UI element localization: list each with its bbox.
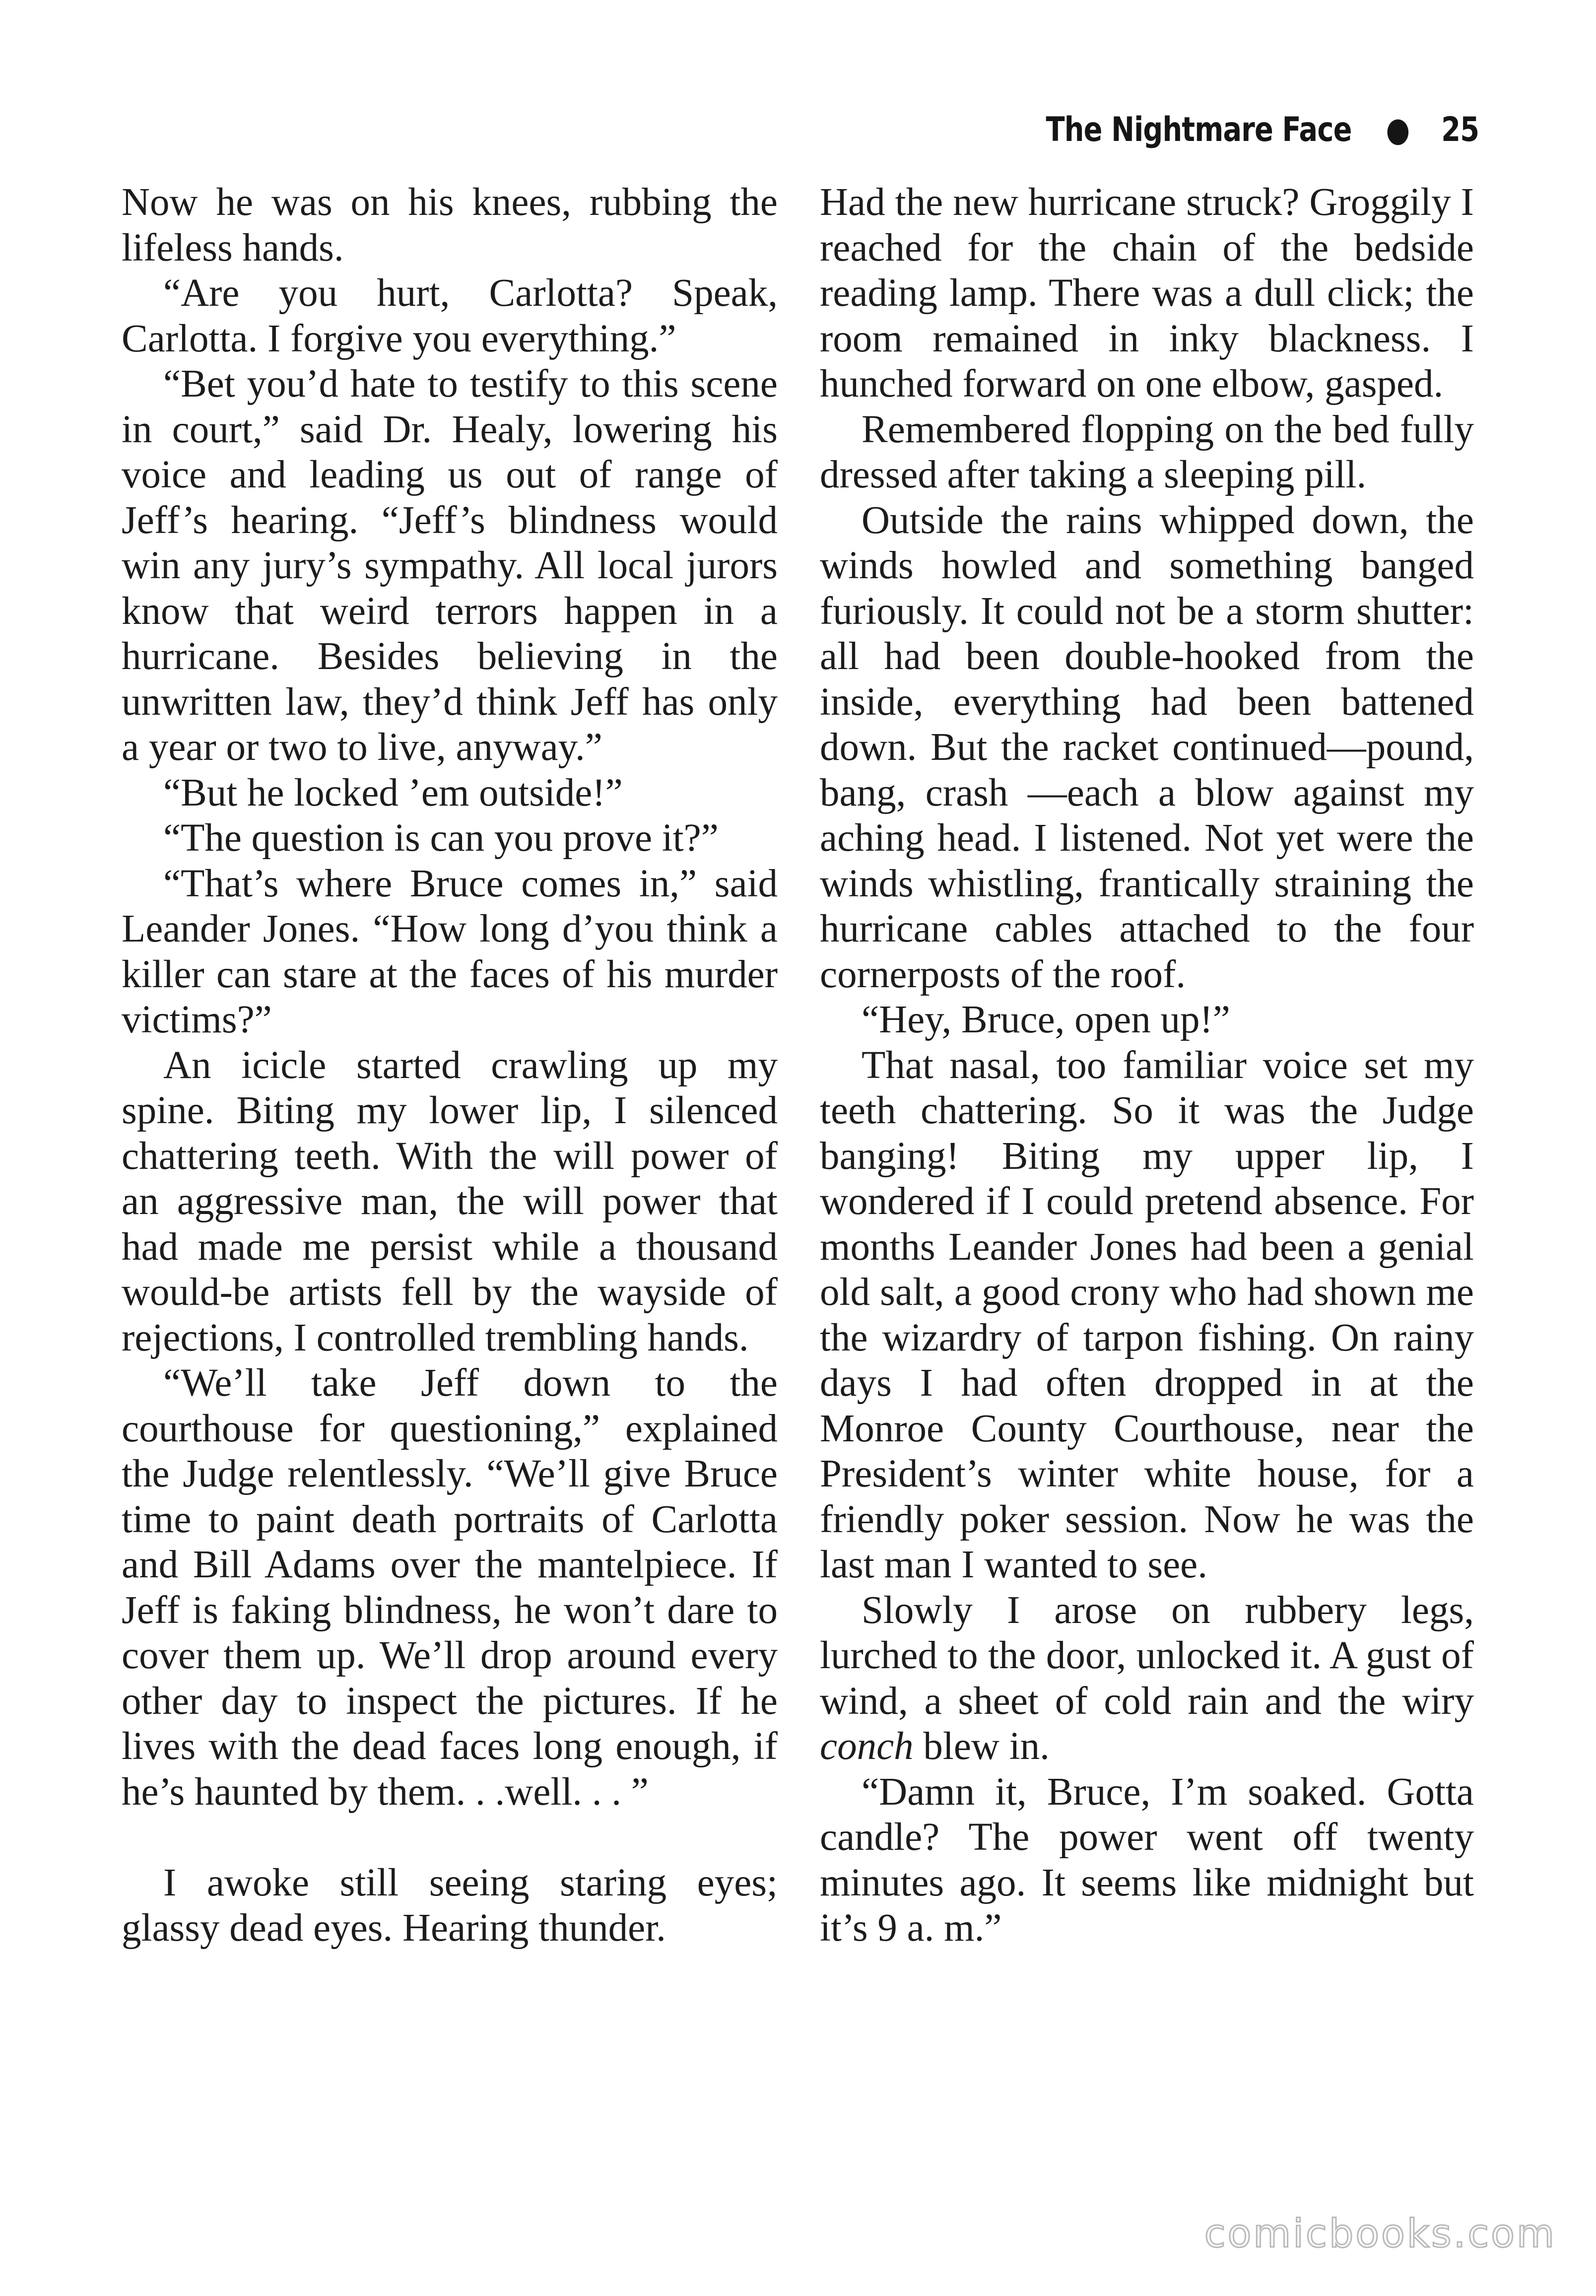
paragraph: “The question is can you prove it?” xyxy=(163,816,719,860)
paragraph: I awoke still seeing staring eyes; glassy dead eyes. Hearing thunder. xyxy=(122,1861,778,1950)
paragraph-text: blew in. xyxy=(913,1725,1050,1768)
paragraph: Had the new hurricane struck? Groggily I reached for the chain of the bedside reading lamp. There was a dull click; the room remained in inky blackness. I hunched forward on one elbow, gasped. xyxy=(820,181,1474,405)
left-column xyxy=(122,180,778,1951)
paragraph-text: Slowly I arose on rubbery legs, lurched to the door, unlocked it. A gust of wind, a sheet of cold rain and the wiry xyxy=(820,1588,1474,1723)
paragraph: Now he was on his knees, rubbing the lifeless hands. xyxy=(122,181,778,270)
chapter-title: The Nightmare Face xyxy=(1046,110,1352,149)
right-column xyxy=(820,180,1474,1951)
watermark: comicbooks.com xyxy=(1204,2212,1556,2256)
running-head xyxy=(1046,110,1479,149)
paragraph: “Are you hurt, Carlotta? Speak, Carlotta. I forgive you everything.” xyxy=(122,271,778,360)
paragraph: Outside the rains whipped down, the winds howled and something banged furiously. It could not be a storm shutter: all had been double-hooked from the inside, everything had been battened down. But the racket continued—pound, bang, crash —each a blow against my aching head. I listened. Not yet were the winds whistling, frantically straining the hurricane cables attached to the four cornerposts of the roof. xyxy=(820,498,1474,996)
paragraph: “We’ll take Jeff down to the courthouse for questioning,” explained the Judge relentlessly. “We’ll give Bruce time to paint death portraits of Carlotta and Bill Adams over the mantelpiece. If Jeff is faking blindness, he won’t dare to cover them up. We’ll drop around every other day to inspect the pictures. If he lives with the dead faces long enough, if he’s haunted by them. . .well. . . ” xyxy=(122,1361,778,1814)
paragraph: An icicle started crawling up my spine. Biting my lower lip, I silenced chattering teeth. With the will power of an aggressive man, the will power that had made me persist while a thousand would-be artists fell by the wayside of rejections, I controlled trembling hands. xyxy=(122,1043,778,1359)
paragraph: “That’s where Bruce comes in,” said Leander Jones. “How long d’you think a killer can stare at the faces of his murder victims?” xyxy=(122,862,778,1041)
paragraph: Remembered flopping on the bed fully dressed after taking a sleeping pill. xyxy=(820,407,1474,496)
paragraph: “But he locked ’em outside!” xyxy=(163,771,623,814)
paragraph: That nasal, too familiar voice set my teeth chattering. So it was the Judge banging! Biting my upper lip, I wondered if I could pretend absence. For months Leander Jones had been a genial old salt, a good crony who had shown me the wizardry of tarpon fishing. On rainy days I had often dropped in at the Monroe County Courthouse, near the President’s winter white house, for a friendly poker session. Now he was the last man I wanted to see. xyxy=(820,1043,1474,1586)
page-number: 25 xyxy=(1441,110,1479,149)
paragraph: “Damn it, Bruce, I’m soaked. Gotta candle? The power went off twenty minutes ago. It seems like midnight but it’s 9 a. m.” xyxy=(820,1770,1474,1950)
paragraph xyxy=(820,1588,1474,1769)
bullet-separator: ● xyxy=(1386,110,1410,149)
paragraph: “Bet you’d hate to testify to this scene in court,” said Dr. Healy, lowering his voice and leading us out of range of Jeff’s hearing. “Jeff’s blindness would win any jury’s sympathy. All local jurors know that weird terrors happen in a hurricane. Besides believing in the unwritten law, they’d think Jeff has only a year or two to live, anyway.” xyxy=(122,362,778,769)
italic-word: conch xyxy=(820,1725,914,1768)
paragraph: “Hey, Bruce, open up!” xyxy=(862,998,1230,1041)
